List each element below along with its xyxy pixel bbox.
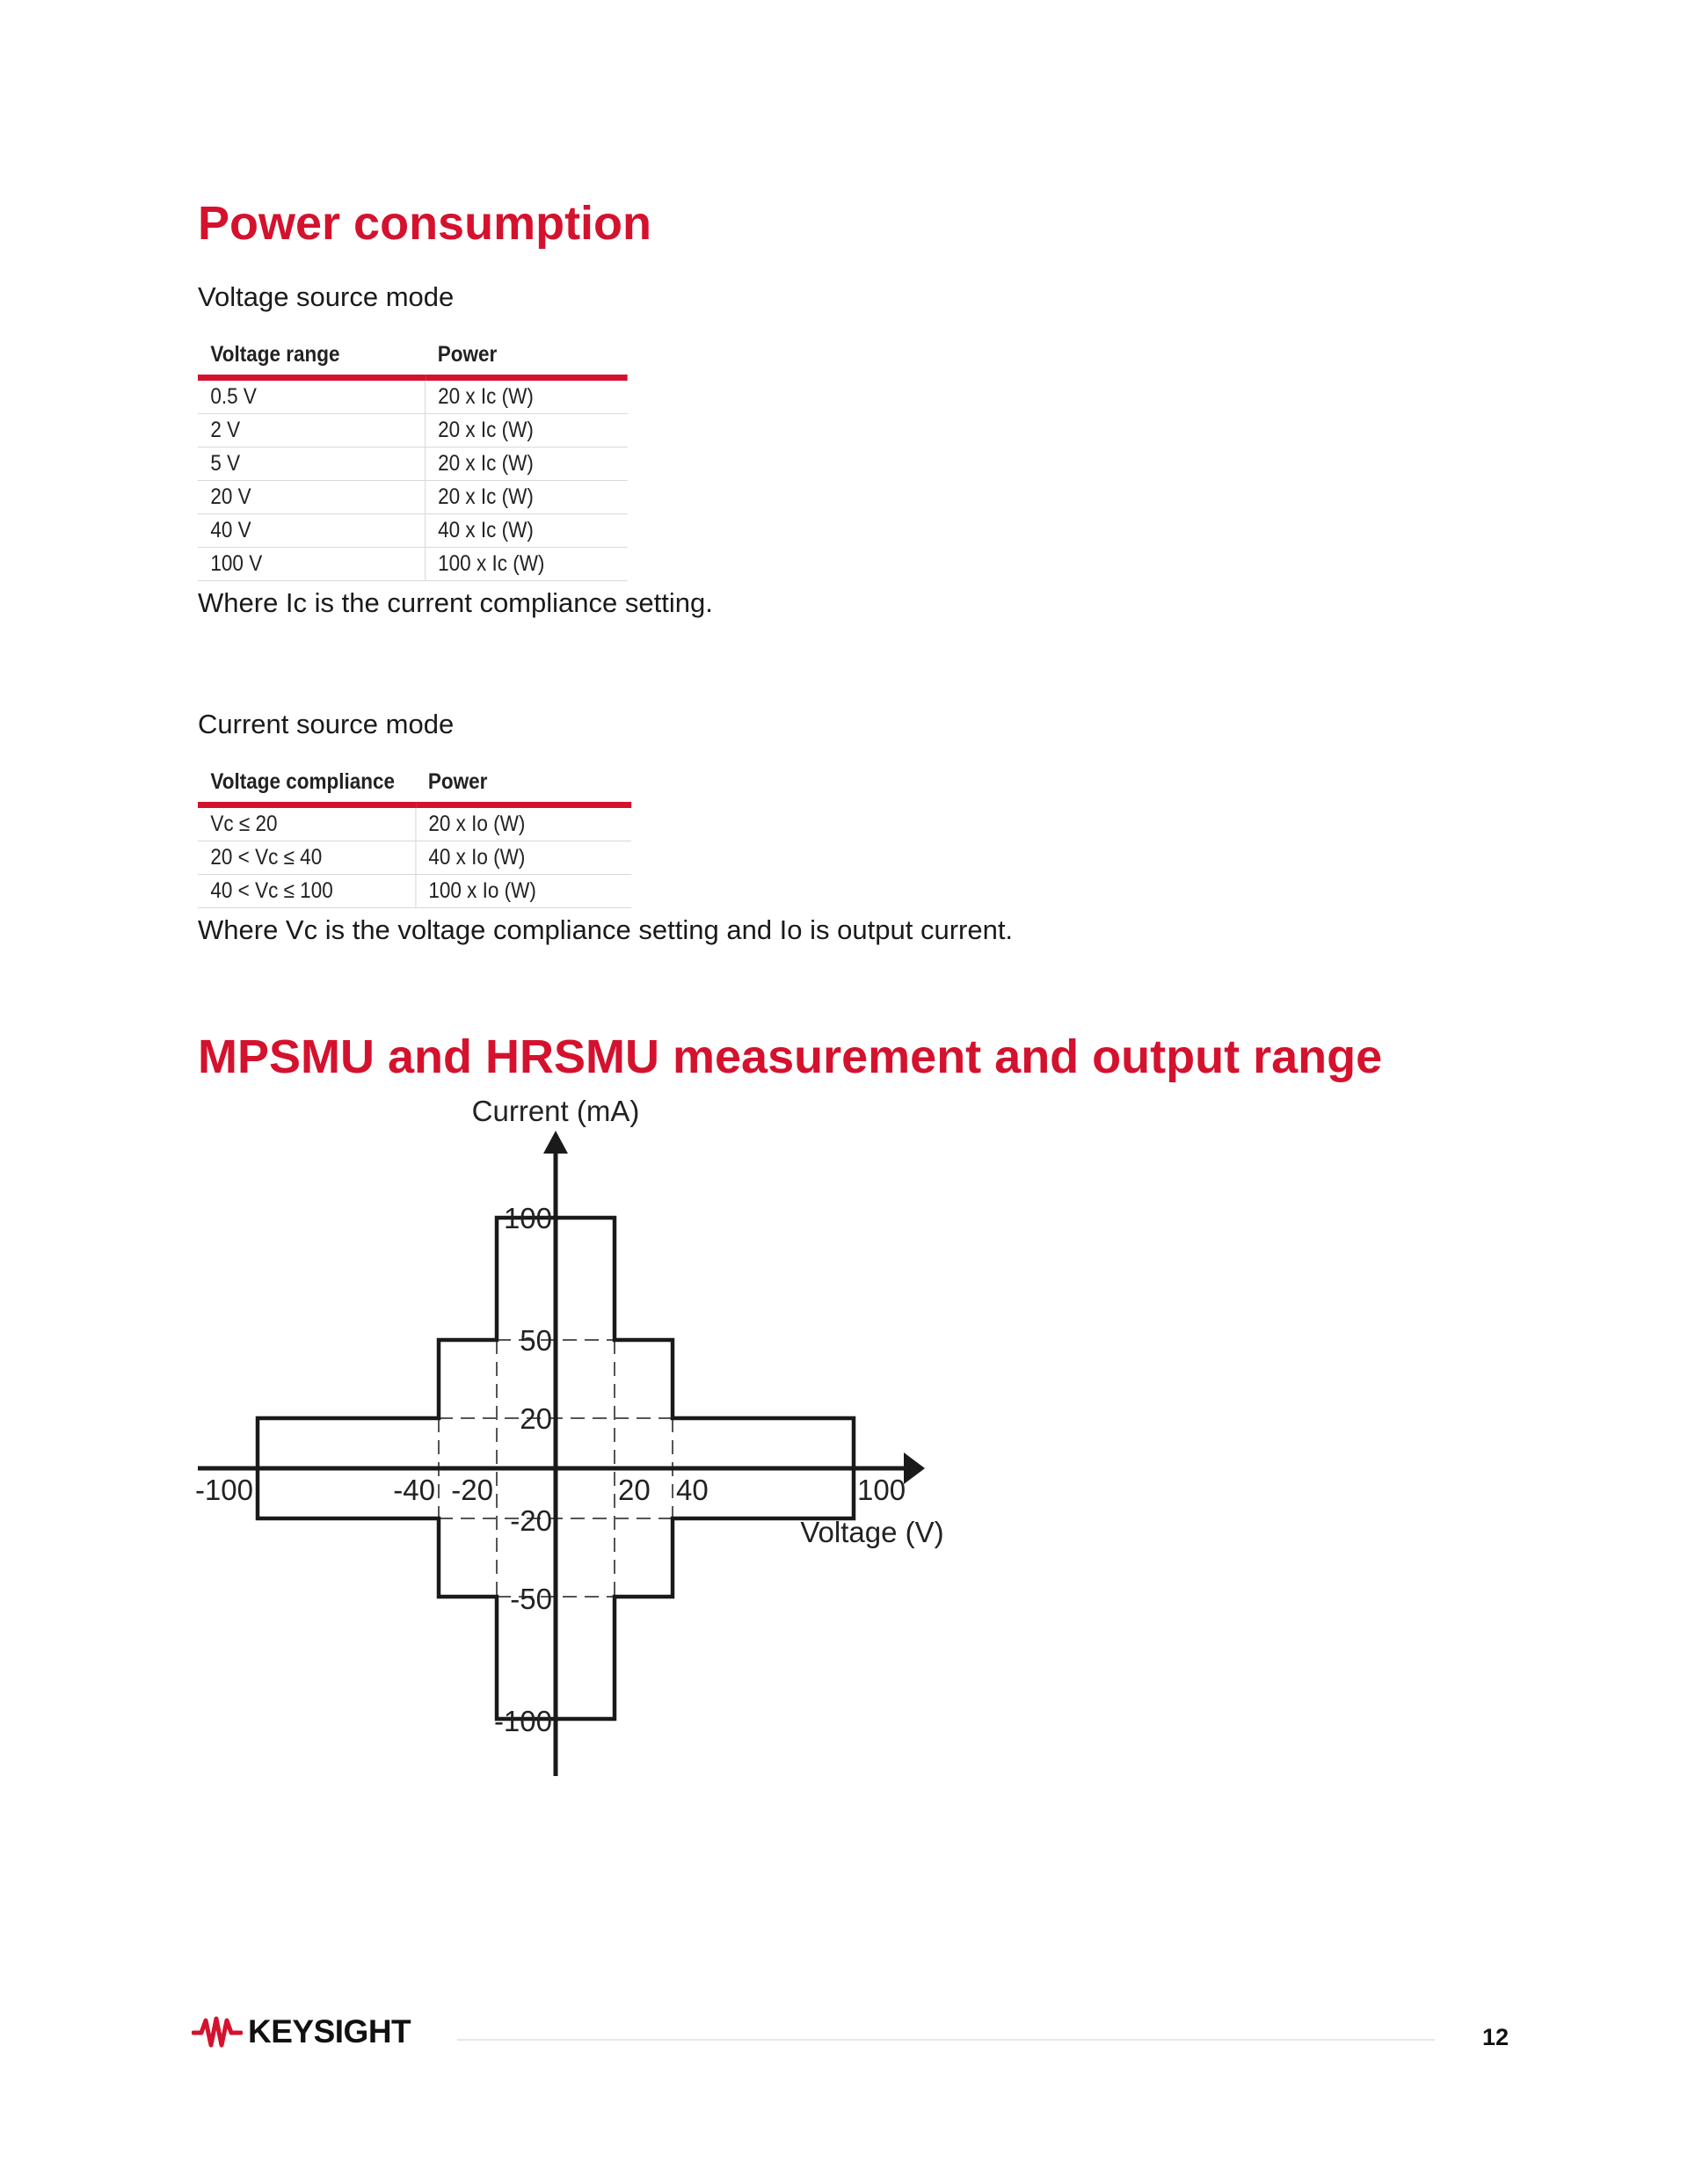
power-consumption-heading: Power consumption: [198, 197, 652, 250]
column-header: Power: [416, 761, 632, 805]
table-cell: 20 < Vc ≤ 40: [198, 841, 416, 875]
table-row: [198, 841, 631, 875]
x-tick-label: -100: [194, 1474, 253, 1506]
table-header-row: [198, 761, 631, 805]
y-tick-label: -50: [510, 1583, 552, 1615]
output-range-heading: MPSMU and HRSMU measurement and output range: [198, 1030, 1383, 1083]
table-row: [198, 448, 628, 481]
footer-divider: [457, 2039, 1435, 2041]
voltage-axis-label: Voltage (V): [800, 1516, 944, 1548]
voltage-source-mode-label: Voltage source mode: [198, 281, 455, 312]
table-cell: 40 x Io (W): [416, 841, 632, 875]
table-cell: Vc ≤ 20: [198, 805, 416, 841]
table-row: [198, 514, 628, 548]
table-cell: 100 x Io (W): [416, 875, 632, 908]
table-row: [198, 481, 628, 514]
voltage-axis-arrow-icon: [904, 1452, 925, 1484]
table-row: [198, 805, 631, 841]
x-tick-label: 100: [857, 1474, 906, 1506]
table-cell: 40 < Vc ≤ 100: [198, 875, 416, 908]
column-header: Power: [425, 334, 627, 378]
table-header-row: [198, 334, 628, 378]
current-axis-arrow-icon: [543, 1131, 568, 1154]
table-row: [198, 875, 631, 908]
table-cell: 20 x Ic (W): [425, 448, 627, 481]
table-cell: 100 x Ic (W): [425, 548, 627, 581]
table-row: [198, 548, 628, 581]
x-tick-label: 40: [676, 1474, 709, 1506]
y-tick-label: 20: [520, 1402, 552, 1435]
brand-name: KEYSIGHT: [248, 2013, 411, 2049]
keysight-wave-icon: [192, 2013, 243, 2050]
table-cell: 40 x Ic (W): [425, 514, 627, 548]
y-tick-label: 50: [520, 1324, 552, 1357]
y-tick-label: -100: [493, 1705, 552, 1737]
table-row: [198, 414, 628, 448]
column-header: Voltage compliance: [198, 761, 416, 805]
x-tick-label: 20: [618, 1474, 651, 1506]
table-cell: 5 V: [198, 448, 425, 481]
x-tick-label: -40: [393, 1474, 435, 1506]
voltage-mode-note: Where Ic is the current compliance setting.: [198, 587, 713, 618]
current-axis-label: Current (mA): [471, 1099, 640, 1127]
y-tick-label: -20: [510, 1504, 552, 1537]
table-cell: 20 V: [198, 481, 425, 514]
table-cell: 100 V: [198, 548, 425, 581]
table-cell: 40 V: [198, 514, 425, 548]
x-tick-label: -20: [451, 1474, 493, 1506]
current-source-mode-label: Current source mode: [198, 709, 455, 739]
table-cell: 20 x Ic (W): [425, 481, 627, 514]
voltage-source-table: [198, 334, 628, 581]
table-cell: 2 V: [198, 414, 425, 448]
column-header: Voltage range: [198, 334, 425, 378]
table-cell: 20 x Ic (W): [425, 414, 627, 448]
output-range-chart: [185, 1099, 958, 1776]
keysight-logo: [192, 2013, 411, 2050]
table-row: [198, 378, 628, 414]
current-mode-note: Where Vc is the voltage compliance setting and Io is output current.: [198, 914, 1014, 945]
page-number: 12: [1482, 2024, 1510, 2050]
table-cell: 0.5 V: [198, 378, 425, 414]
table-cell: 20 x Ic (W): [425, 378, 627, 414]
table-cell: 20 x Io (W): [416, 805, 632, 841]
y-tick-label: 100: [503, 1202, 552, 1234]
current-source-table: [198, 761, 631, 908]
